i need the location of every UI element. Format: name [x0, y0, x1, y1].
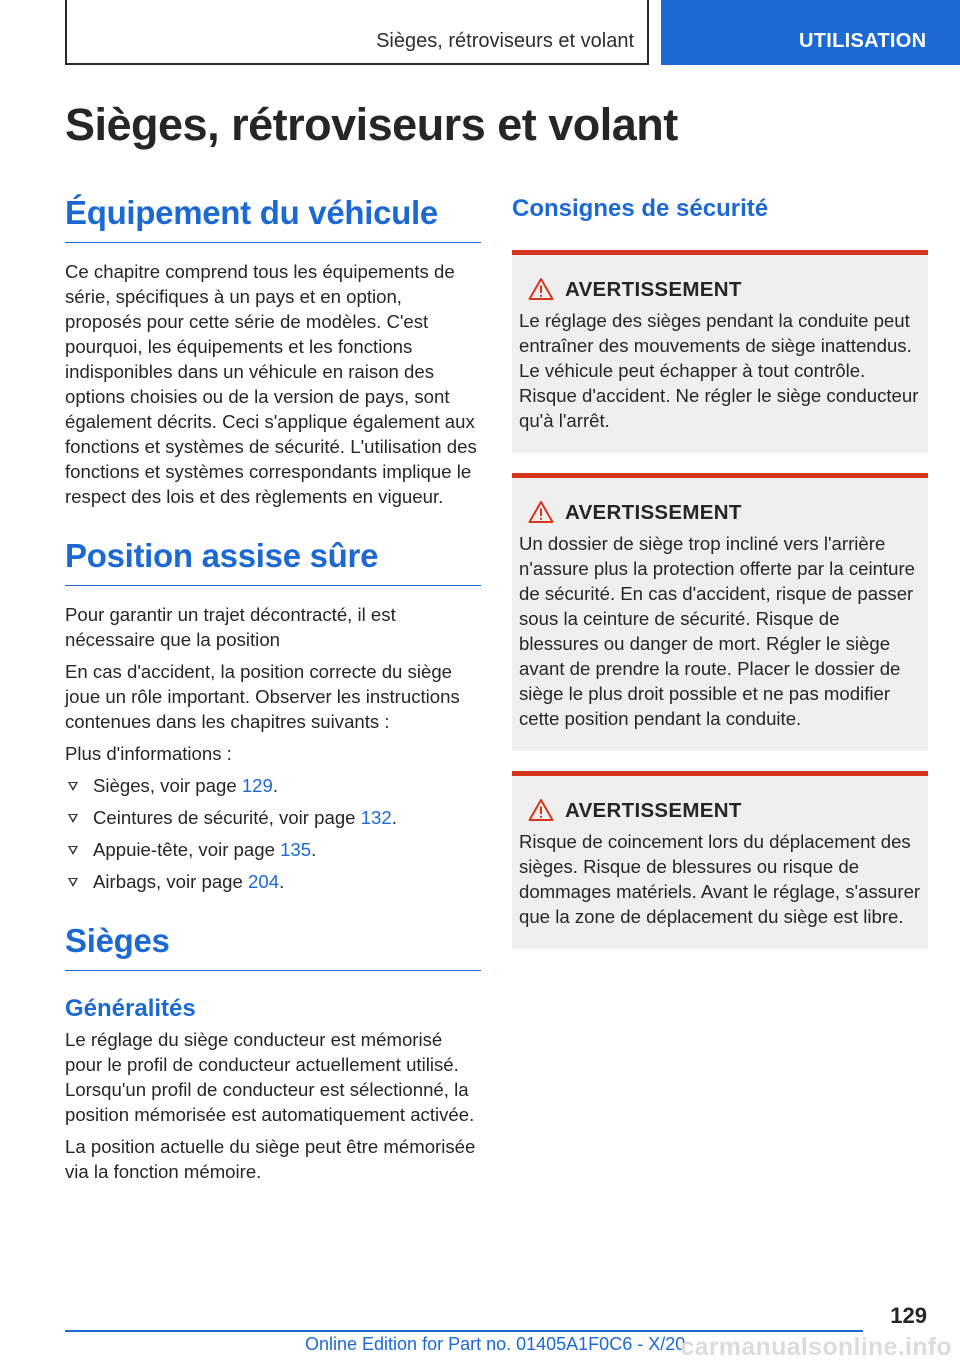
warning-box — [512, 473, 928, 751]
warning-text: Risque de coincement lors du déplacement des sièges. Risque de blessures ou risque de dommages matériels. Avant le réglage, s'assurer que la zone de déplacement du siège est libre. — [519, 831, 921, 927]
warning-label: AVERTISSEMENT — [565, 278, 742, 301]
list-item: Ceintures de sécurité, voir page 132. — [65, 805, 481, 830]
bullet-triangle-icon — [68, 782, 78, 791]
warning-triangle-icon — [528, 798, 554, 822]
general-subheading: Généralités — [65, 995, 196, 1022]
header-section-title: Sièges, rétroviseurs et volant — [376, 30, 634, 52]
warning-header — [519, 500, 921, 526]
footer-divider — [65, 1330, 863, 1332]
warning-text: Le réglage des sièges pendant la conduite peut entraîner des mouvements de siège inattendus. Le véhicule peut échapper à tout contrôle. Risque d'accident. Ne régler le siège conducteur qu'à l'arrêt. — [519, 310, 919, 431]
reference-list — [65, 773, 481, 894]
more-info-label: Plus d'informations : — [65, 743, 232, 764]
list-item: Airbags, voir page 204. — [65, 869, 481, 894]
page-link[interactable]: 204 — [248, 871, 280, 892]
right-column — [512, 192, 928, 949]
header-tab[interactable] — [661, 0, 960, 65]
warning-triangle-icon — [528, 277, 554, 301]
warning-label: AVERTISSEMENT — [565, 501, 742, 524]
position-section — [65, 535, 481, 894]
position-text-2: En cas d'accident, la position correcte du siège joue un rôle important. Observer les instructions contenues dans les chapitres suivants : — [65, 661, 460, 732]
header-section-box — [65, 0, 649, 65]
left-column — [65, 192, 481, 1184]
warning-text: Un dossier de siège trop incliné vers l'arrière n'assure plus la protection offerte par la ceinture de sécurité. En cas d'accident, risque de passer sous la ceinture de sécurité. Risque de blessures ou danger de mort. Régler le siège avant de prendre la route. Placer le dossier de siège le plus droit possible et ne pas modifier cette position pendant la conduite. — [519, 533, 915, 729]
warning-box — [512, 250, 928, 453]
seats-text-2: La position actuelle du siège peut être mémorisée via la fonction mémoire. — [65, 1136, 476, 1182]
position-text-1: Pour garantir un trajet décontracté, il est nécessaire que la position — [65, 604, 396, 650]
watermark: carmanualsonline.info — [680, 1333, 952, 1361]
page-link[interactable]: 135 — [280, 839, 312, 860]
bullet-triangle-icon — [68, 878, 78, 887]
page-title: Sièges, rétroviseurs et volant — [65, 99, 678, 150]
equipment-text: Ce chapitre comprend tous les équipements de série, spécifiques à un pays et en option, proposés pour cette série de modèles. C'est pourquoi, les équipements et les fonctions indisponibles dans un véhicule en raison des options choisies ou de la version de pays, sont également décrits. Ceci s'applique également aux fonctions et systèmes de sécurité. L'utilisation des fonctions et systèmes correspondants implique le respect des lois et des règlements en vigueur. — [65, 261, 477, 507]
page-link[interactable]: 132 — [360, 807, 392, 828]
list-item: Sièges, voir page 129. — [65, 773, 481, 798]
header-tab-label: UTILISATION — [799, 30, 927, 52]
seats-heading: Sièges — [65, 920, 481, 971]
warning-header — [519, 798, 921, 824]
page-link[interactable]: 129 — [241, 775, 273, 796]
page-number: 129 — [890, 1303, 927, 1328]
safety-heading: Consignes de sécurité — [512, 195, 769, 222]
bullet-triangle-icon — [68, 846, 78, 855]
list-item: Appuie-tête, voir page 135. — [65, 837, 481, 862]
equipment-section — [65, 192, 481, 509]
equipment-heading: Équipement du véhicule — [65, 192, 481, 243]
warning-header — [519, 277, 921, 303]
bullet-triangle-icon — [68, 814, 78, 823]
position-heading: Position assise sûre — [65, 535, 481, 586]
warning-box — [512, 771, 928, 949]
edition-text: Online Edition for Part no. 01405A1F0C6 - X/20 — [305, 1334, 686, 1354]
warning-label: AVERTISSEMENT — [565, 799, 742, 822]
warning-triangle-icon — [528, 500, 554, 524]
seats-text-1: Le réglage du siège conducteur est mémorisé pour le profil de conducteur actuellement utilisé. Lorsqu'un profil de conducteur est sélectionné, la position mémorisée est automatiquement activée. — [65, 1029, 475, 1125]
seats-section — [65, 920, 481, 1184]
